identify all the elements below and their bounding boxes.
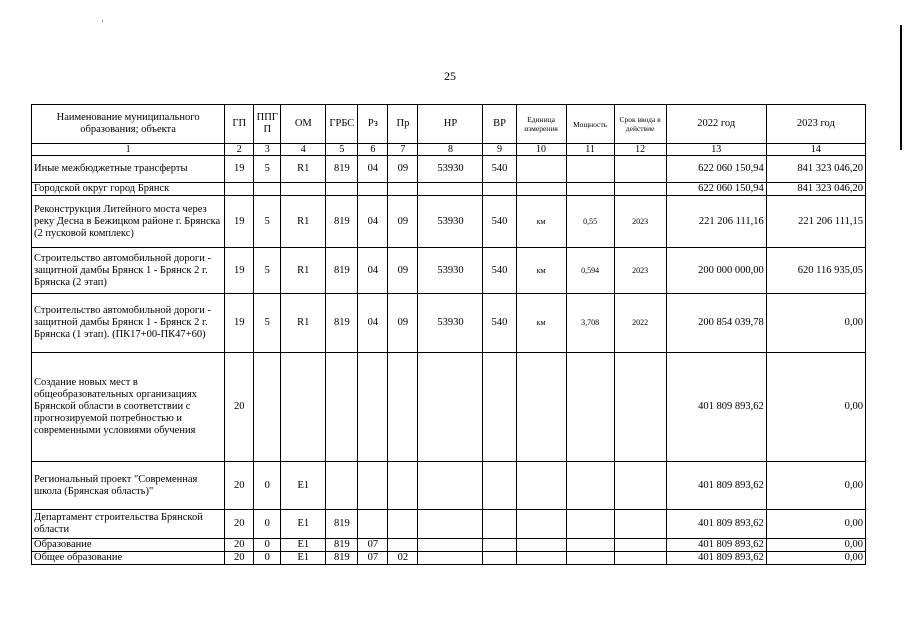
row-gp-cell: 20: [225, 462, 254, 510]
row-gp-cell: [225, 183, 254, 196]
col-grbs-header: ГРБС: [326, 105, 358, 144]
row-power-cell: [566, 353, 614, 462]
column-number: 2: [225, 144, 254, 156]
row-vr-cell: 540: [483, 248, 516, 294]
row-vr-cell: 540: [483, 294, 516, 353]
row-power-cell: 3,708: [566, 294, 614, 353]
column-number: 4: [281, 144, 326, 156]
row-nr-cell: [418, 539, 483, 552]
row-ppgp-cell: 5: [254, 196, 281, 248]
row-power-cell: [566, 552, 614, 565]
row-om-cell: R1: [281, 196, 326, 248]
row-ppgp-cell: 0: [254, 552, 281, 565]
row-deadline-cell: 2023: [614, 196, 666, 248]
table-header-row: [32, 105, 866, 144]
column-number: 13: [666, 144, 766, 156]
row-deadline-cell: [614, 539, 666, 552]
row-grbs-cell: [326, 462, 358, 510]
col-name-header: Наименование муниципального образования; объекта: [32, 105, 225, 144]
row-power-cell: [566, 183, 614, 196]
row-pr-cell: [388, 183, 418, 196]
row-name-cell: Создание новых мест в общеобразовательных организациях Брянской области в соответствии с прогнозируемой потребностью и современными условиями обучения: [32, 353, 225, 462]
row-grbs-cell: 819: [326, 196, 358, 248]
table-row: [32, 462, 866, 510]
table-row: [32, 552, 866, 565]
row-grbs-cell: 819: [326, 552, 358, 565]
column-number: 6: [358, 144, 388, 156]
row-2022-cell: 200 000 000,00: [666, 248, 766, 294]
row-grbs-cell: [326, 353, 358, 462]
row-power-cell: 0,594: [566, 248, 614, 294]
row-pr-cell: [388, 353, 418, 462]
row-pr-cell: 09: [388, 156, 418, 183]
table-row: [32, 353, 866, 462]
row-rz-cell: 04: [358, 156, 388, 183]
row-2022-cell: 401 809 893,62: [666, 462, 766, 510]
row-rz-cell: [358, 510, 388, 539]
row-rz-cell: 04: [358, 196, 388, 248]
row-om-cell: [281, 183, 326, 196]
table-row: [32, 248, 866, 294]
column-number: 8: [418, 144, 483, 156]
row-vr-cell: [483, 183, 516, 196]
page-number: 25: [444, 69, 456, 83]
row-2023-cell: 221 206 111,15: [766, 196, 865, 248]
row-2023-cell: 0,00: [766, 294, 865, 353]
row-grbs-cell: 819: [326, 294, 358, 353]
row-rz-cell: 07: [358, 539, 388, 552]
column-number: 7: [388, 144, 418, 156]
row-pr-cell: [388, 462, 418, 510]
row-unit-cell: км: [516, 248, 566, 294]
page-edge-bar: [900, 25, 902, 150]
row-deadline-cell: [614, 183, 666, 196]
column-number-row: [32, 144, 866, 156]
row-name-cell: Региональный проект "Современная школа (Брянская область)": [32, 462, 225, 510]
row-grbs-cell: 819: [326, 156, 358, 183]
row-unit-cell: [516, 353, 566, 462]
row-vr-cell: 540: [483, 196, 516, 248]
row-unit-cell: [516, 510, 566, 539]
table-row: [32, 294, 866, 353]
row-power-cell: 0,55: [566, 196, 614, 248]
row-pr-cell: [388, 539, 418, 552]
row-om-cell: E1: [281, 539, 326, 552]
row-gp-cell: 19: [225, 294, 254, 353]
row-nr-cell: [418, 462, 483, 510]
row-grbs-cell: [326, 183, 358, 196]
table-row: [32, 539, 866, 552]
row-rz-cell: 07: [358, 552, 388, 565]
row-ppgp-cell: 5: [254, 294, 281, 353]
row-vr-cell: [483, 353, 516, 462]
row-name-cell: Строительство автомобильной дороги - защитной дамбы Брянск 1 - Брянск 2 г. Брянска (1 этап). (ПК17+00-ПК47+60): [32, 294, 225, 353]
row-vr-cell: [483, 539, 516, 552]
row-ppgp-cell: [254, 353, 281, 462]
row-unit-cell: км: [516, 196, 566, 248]
row-name-cell: Реконструкция Литейного моста через реку Десна в Бежицком районе г. Брянска (2 пусковой комплекс): [32, 196, 225, 248]
row-deadline-cell: [614, 510, 666, 539]
row-gp-cell: 20: [225, 539, 254, 552]
row-2023-cell: 0,00: [766, 353, 865, 462]
row-gp-cell: 19: [225, 156, 254, 183]
row-om-cell: R1: [281, 156, 326, 183]
row-2023-cell: 841 323 046,20: [766, 183, 865, 196]
row-unit-cell: [516, 156, 566, 183]
column-number: 9: [483, 144, 516, 156]
row-nr-cell: 53930: [418, 294, 483, 353]
row-unit-cell: [516, 183, 566, 196]
row-gp-cell: 20: [225, 510, 254, 539]
table-row: [32, 196, 866, 248]
row-om-cell: E1: [281, 552, 326, 565]
row-ppgp-cell: 5: [254, 248, 281, 294]
row-pr-cell: 09: [388, 294, 418, 353]
row-gp-cell: 19: [225, 196, 254, 248]
row-om-cell: R1: [281, 294, 326, 353]
row-deadline-cell: 2023: [614, 248, 666, 294]
col-2022-header: 2022 год: [666, 105, 766, 144]
column-number: 12: [614, 144, 666, 156]
column-number: 11: [566, 144, 614, 156]
row-deadline-cell: [614, 353, 666, 462]
row-vr-cell: [483, 462, 516, 510]
column-number: 10: [516, 144, 566, 156]
col-pr-header: Пр: [388, 105, 418, 144]
row-2022-cell: 401 809 893,62: [666, 510, 766, 539]
col-om-header: ОМ: [281, 105, 326, 144]
row-deadline-cell: [614, 156, 666, 183]
row-ppgp-cell: 0: [254, 462, 281, 510]
row-name-cell: Департамент строительства Брянской области: [32, 510, 225, 539]
row-power-cell: [566, 539, 614, 552]
row-vr-cell: 540: [483, 156, 516, 183]
row-rz-cell: 04: [358, 248, 388, 294]
col-2023-header: 2023 год: [766, 105, 865, 144]
row-name-cell: Городской округ город Брянск: [32, 183, 225, 196]
row-power-cell: [566, 462, 614, 510]
row-ppgp-cell: 5: [254, 156, 281, 183]
row-2022-cell: 401 809 893,62: [666, 552, 766, 565]
column-number: 1: [32, 144, 225, 156]
row-2023-cell: 0,00: [766, 539, 865, 552]
row-name-cell: Общее образование: [32, 552, 225, 565]
col-vr-header: ВР: [483, 105, 516, 144]
row-2023-cell: 0,00: [766, 510, 865, 539]
row-vr-cell: [483, 510, 516, 539]
row-pr-cell: [388, 510, 418, 539]
row-power-cell: [566, 156, 614, 183]
row-2022-cell: 221 206 111,16: [666, 196, 766, 248]
row-nr-cell: [418, 353, 483, 462]
row-nr-cell: 53930: [418, 156, 483, 183]
row-nr-cell: [418, 510, 483, 539]
row-om-cell: [281, 353, 326, 462]
column-number: 14: [766, 144, 865, 156]
row-2023-cell: 0,00: [766, 552, 865, 565]
row-vr-cell: [483, 552, 516, 565]
row-grbs-cell: 819: [326, 510, 358, 539]
row-2022-cell: 622 060 150,94: [666, 156, 766, 183]
row-deadline-cell: 2022: [614, 294, 666, 353]
col-nr-header: НР: [418, 105, 483, 144]
row-grbs-cell: 819: [326, 248, 358, 294]
row-name-cell: Иные межбюджетные трансферты: [32, 156, 225, 183]
row-name-cell: Строительство автомобильной дороги - защитной дамбы Брянск 1 - Брянск 2 г. Брянска (2 этап): [32, 248, 225, 294]
row-rz-cell: [358, 183, 388, 196]
row-deadline-cell: [614, 462, 666, 510]
row-pr-cell: 09: [388, 248, 418, 294]
col-unit-header: Единица измерения: [516, 105, 566, 144]
row-nr-cell: [418, 552, 483, 565]
column-number: 5: [326, 144, 358, 156]
row-gp-cell: 19: [225, 248, 254, 294]
column-number: 3: [254, 144, 281, 156]
row-name-cell: Образование: [32, 539, 225, 552]
row-ppgp-cell: [254, 183, 281, 196]
row-2022-cell: 401 809 893,62: [666, 539, 766, 552]
row-rz-cell: 04: [358, 294, 388, 353]
table-row: [32, 510, 866, 539]
col-ppgp-header: ППГ П: [254, 105, 281, 144]
row-pr-cell: 09: [388, 196, 418, 248]
table-row: [32, 156, 866, 183]
row-unit-cell: [516, 539, 566, 552]
row-2022-cell: 622 060 150,94: [666, 183, 766, 196]
table-row: [32, 183, 866, 196]
row-unit-cell: [516, 462, 566, 510]
row-rz-cell: [358, 353, 388, 462]
row-power-cell: [566, 510, 614, 539]
row-gp-cell: 20: [225, 552, 254, 565]
row-nr-cell: 53930: [418, 248, 483, 294]
row-2023-cell: 841 323 046,20: [766, 156, 865, 183]
row-ppgp-cell: 0: [254, 539, 281, 552]
row-om-cell: E1: [281, 462, 326, 510]
stray-mark: [102, 20, 103, 22]
row-grbs-cell: 819: [326, 539, 358, 552]
col-power-header: Мощность: [566, 105, 614, 144]
row-2022-cell: 200 854 039,78: [666, 294, 766, 353]
row-rz-cell: [358, 462, 388, 510]
budget-table: [31, 104, 866, 565]
col-rz-header: Рз: [358, 105, 388, 144]
row-2023-cell: 0,00: [766, 462, 865, 510]
row-2023-cell: 620 116 935,05: [766, 248, 865, 294]
row-deadline-cell: [614, 552, 666, 565]
col-gp-header: ГП: [225, 105, 254, 144]
row-om-cell: R1: [281, 248, 326, 294]
row-unit-cell: [516, 552, 566, 565]
row-ppgp-cell: 0: [254, 510, 281, 539]
row-unit-cell: км: [516, 294, 566, 353]
row-gp-cell: 20: [225, 353, 254, 462]
row-nr-cell: 53930: [418, 196, 483, 248]
row-pr-cell: 02: [388, 552, 418, 565]
row-om-cell: E1: [281, 510, 326, 539]
row-2022-cell: 401 809 893,62: [666, 353, 766, 462]
row-nr-cell: [418, 183, 483, 196]
col-deadline-header: Срок ввода в действие: [614, 105, 666, 144]
